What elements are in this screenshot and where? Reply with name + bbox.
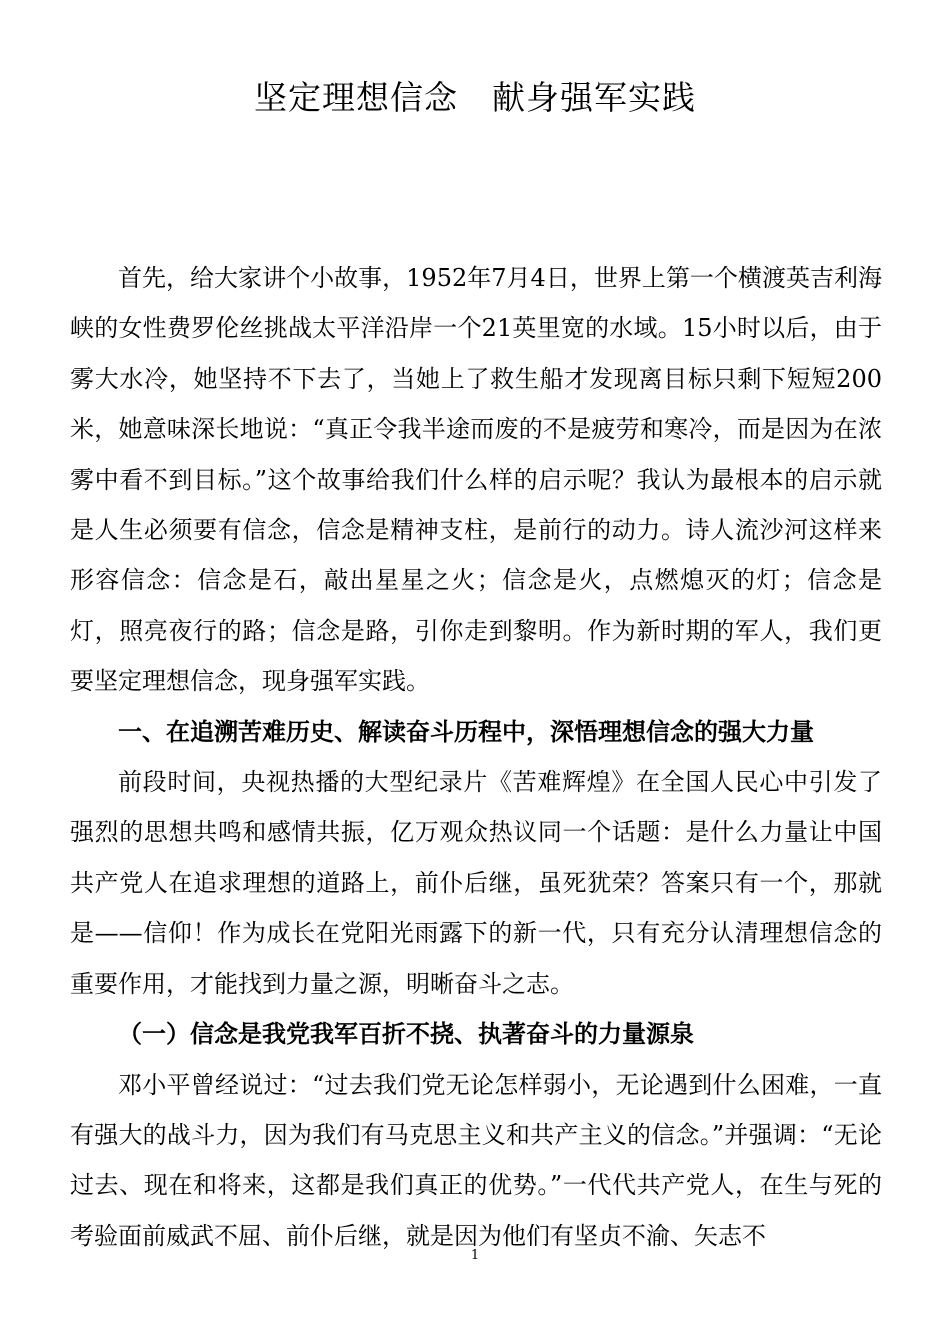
body-paragraph: 首先，给大家讲个小故事，1952年7月4日，世界上第一个横渡英吉利海峡的女性费罗伦丝挑战太平洋沿岸一个21英里宽的水域。15小时以后，由于雾大水冷，她坚持不下去了，当她上了救生船才发现离目标只剩下短短200米，她意味深长地说：“真正令我半途而废的不是疲劳和寒冷，而是因为在浓雾中看不到目标。”这个故事给我们什么样的启示呢？我认为最根本的启示就是人生必须要有信念，信念是精神支柱，是前行的动力。诗人流沙河这样来形容信念：信念是石，敲出星星之火；信念是火，点燃熄灭的灯；信念是灯，照亮夜行的路；信念是路，引你走到黎明。作为新时期的军人，我们更要坚定理想信念，现身强军实践。	[70, 264, 882, 696]
document-body	[70, 253, 882, 1261]
body-paragraph: 邓小平曾经说过：“过去我们党无论怎样弱小，无论遇到什么困难，一直有强大的战斗力，因为我们有马克思主义和共产主义的信念。”并强调：“无论过去、现在和将来，这都是我们真正的优势。”一代代共产党人，在生与死的考验面前威武不屈、前仆后继，就是因为他们有坚贞不渝、矢志不	[70, 1070, 882, 1250]
document-title: 坚定理想信念 献身强军实践	[254, 78, 696, 117]
body-paragraph: 前段时间，央视热播的大型纪录片《苦难辉煌》在全国人民心中引发了强烈的思想共鸣和感情共振，亿万观众热议同一个话题：是什么力量让中国共产党人在追求理想的道路上，前仆后继，虽死犹荣？答案只有一个，那就是——信仰！作为成长在党阳光雨露下的新一代，只有充分认清理想信念的重要作用，才能找到力量之源，明晰奋斗之志。	[70, 768, 882, 998]
page-number: 1	[470, 1248, 480, 1263]
subsection-heading: （一）信念是我党我军百折不挠、执著奋斗的力量源泉	[118, 1020, 694, 1049]
section-heading: 一、在追溯苦难历史、解读奋斗历程中，深悟理想信念的强大力量	[118, 717, 814, 746]
